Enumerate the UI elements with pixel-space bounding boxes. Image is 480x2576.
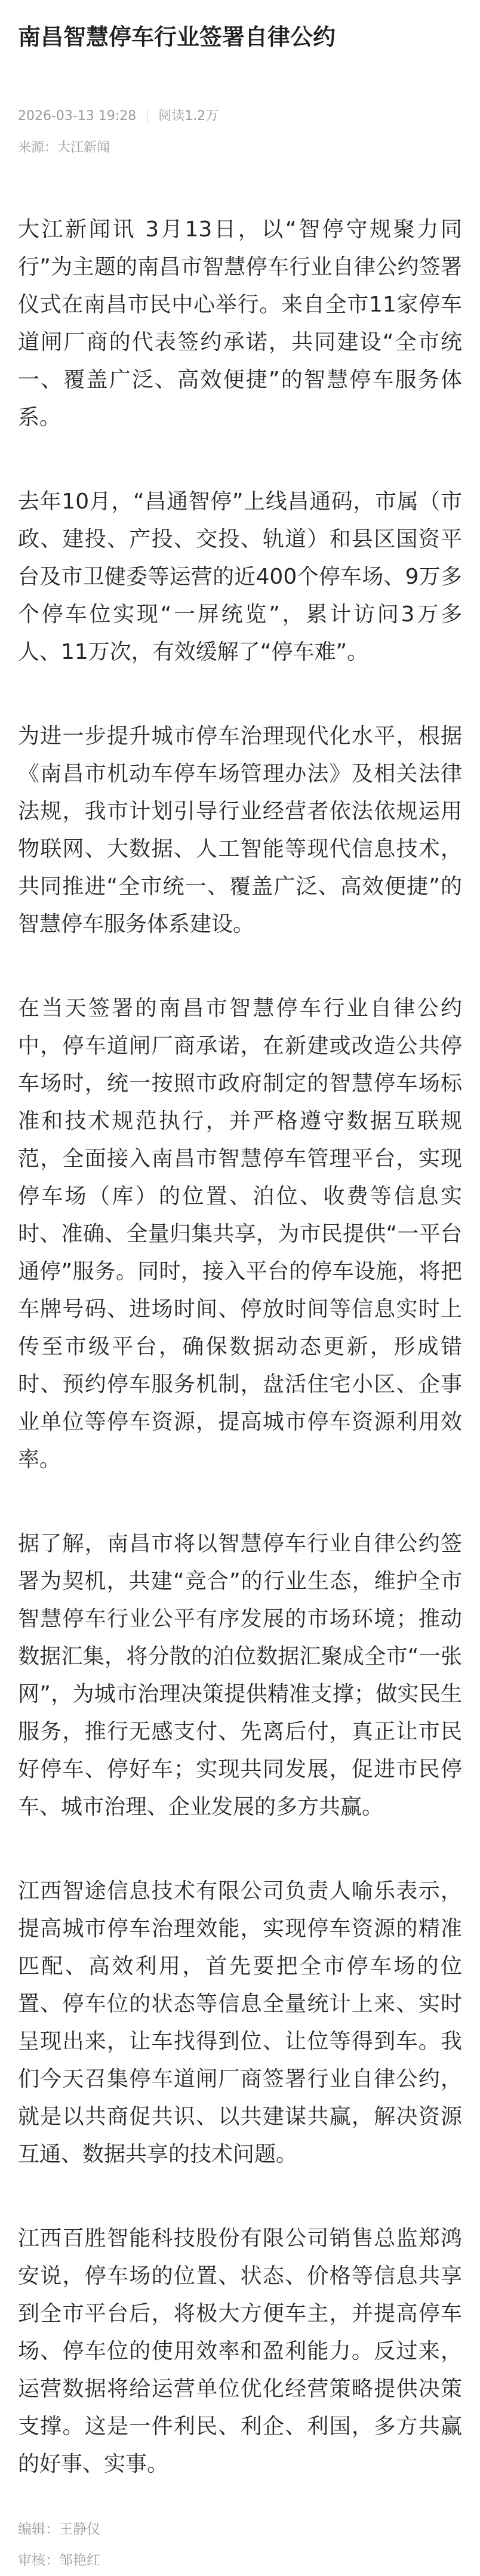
publish-time: 2026-03-13 19:28 <box>18 109 137 124</box>
article-paragraph-2: 去年10月，“昌通智停”上线昌通码，市属（市政、建投、产投、交投、轨道）和县区国资平台及市卫健委等运营的近400个停车场、9万多个停车位实现“一屏统览”，累计访问3万多人、11万次，有效缓解了“停车难”。 <box>18 489 462 664</box>
article-source: 来源：大江新闻 <box>18 140 110 155</box>
article-meta <box>18 106 462 127</box>
article-paragraph-7: 江西百胜智能科技股份有限公司销售总监郑鸿安说，停车场的位置、状态、价格等信息共享到全市平台后，将极大方便车主，并提高停车场、停车位的使用效率和盈利能力。反过来，运营数据将给运营单位优化经营策略提供决策支撑。这是一件利民、利企、利国，多方共赢的好事、实事。 <box>18 2226 462 2476</box>
article-paragraph-5: 据了解，南昌市将以智慧停车行业自律公约签署为契机，共建“竞合”的行业生态，维护全市智慧停车行业公平有序发展的市场环境；推动数据汇集，将分散的泊位数据汇聚成全市“一张网”，为城市治理决策提供精准支撑；做实民生服务，推行无感支付、先离后付，真正让市民好停车、停好车；实现共同发展，促进市民停车、城市治理、企业发展的多方共赢。 <box>18 1532 462 1819</box>
article-paragraph-6: 江西智途信息技术有限公司负责人喻乐表示，提高城市停车治理效能，实现停车资源的精准匹配、高效利用，首先要把全市停车场的位置、停车位的状态等信息全量统计上来、实时呈现出来，让车找得到位、让位等得到车。我们今天召集停车道闸厂商签署行业自律公约，就是以共商促共识、以共建谋共赢，解决资源互通、数据共享的技术问题。 <box>18 1879 462 2167</box>
article-paragraph-4: 在当天签署的南昌市智慧停车行业自律公约中，停车道闸厂商承诺，在新建或改造公共停车场时，统一按照市政府制定的智慧停车场标准和技术规范执行，并严格遵守数据互联规范，全面接入南昌市智慧停车管理平台，实现停车场（库）的位置、泊位、收费等信息实时、准确、全量归集共享，为市民提供“一平台通停”服务。同时，接入平台的停车设施，将把车牌号码、进场时间、停放时间等信息实时上传至市级平台，确保数据动态更新，形成错时、预约停车服务机制，盘活住宅小区、企事业单位等停车资源，提高城市停车资源利用效率。 <box>18 996 462 1472</box>
article-title: 南昌智慧停车行业签署自律公约 <box>18 24 336 50</box>
article-body <box>18 211 462 2483</box>
article-paragraph-3: 为进一步提升城市停车治理现代化水平，根据《南昌市机动车停车场管理办法》及相关法律法规，我市计划引导行业经营者依法依规运用物联网、大数据、人工智能等现代信息技术，共同推进“全市统一、覆盖广泛、高效便捷”的智慧停车服务体系建设。 <box>18 724 462 936</box>
read-count: 阅读1.2万 <box>158 109 219 124</box>
article-paragraph-1: 大江新闻讯 3月13日，以“智停守规聚力同行”为主题的南昌市智慧停车行业自律公约签署仪式在南昌市民中心举行。来自全市11家停车道闸厂商的代表签约承诺，共同建设“全市统一、覆盖广泛、高效便捷”的智慧停车服务体系。 <box>18 217 462 430</box>
reviewer-credit: 审核：邹艳红 <box>18 2553 100 2568</box>
article-footer <box>18 2514 462 2576</box>
editor-credit: 编辑：王静仪 <box>18 2522 100 2537</box>
